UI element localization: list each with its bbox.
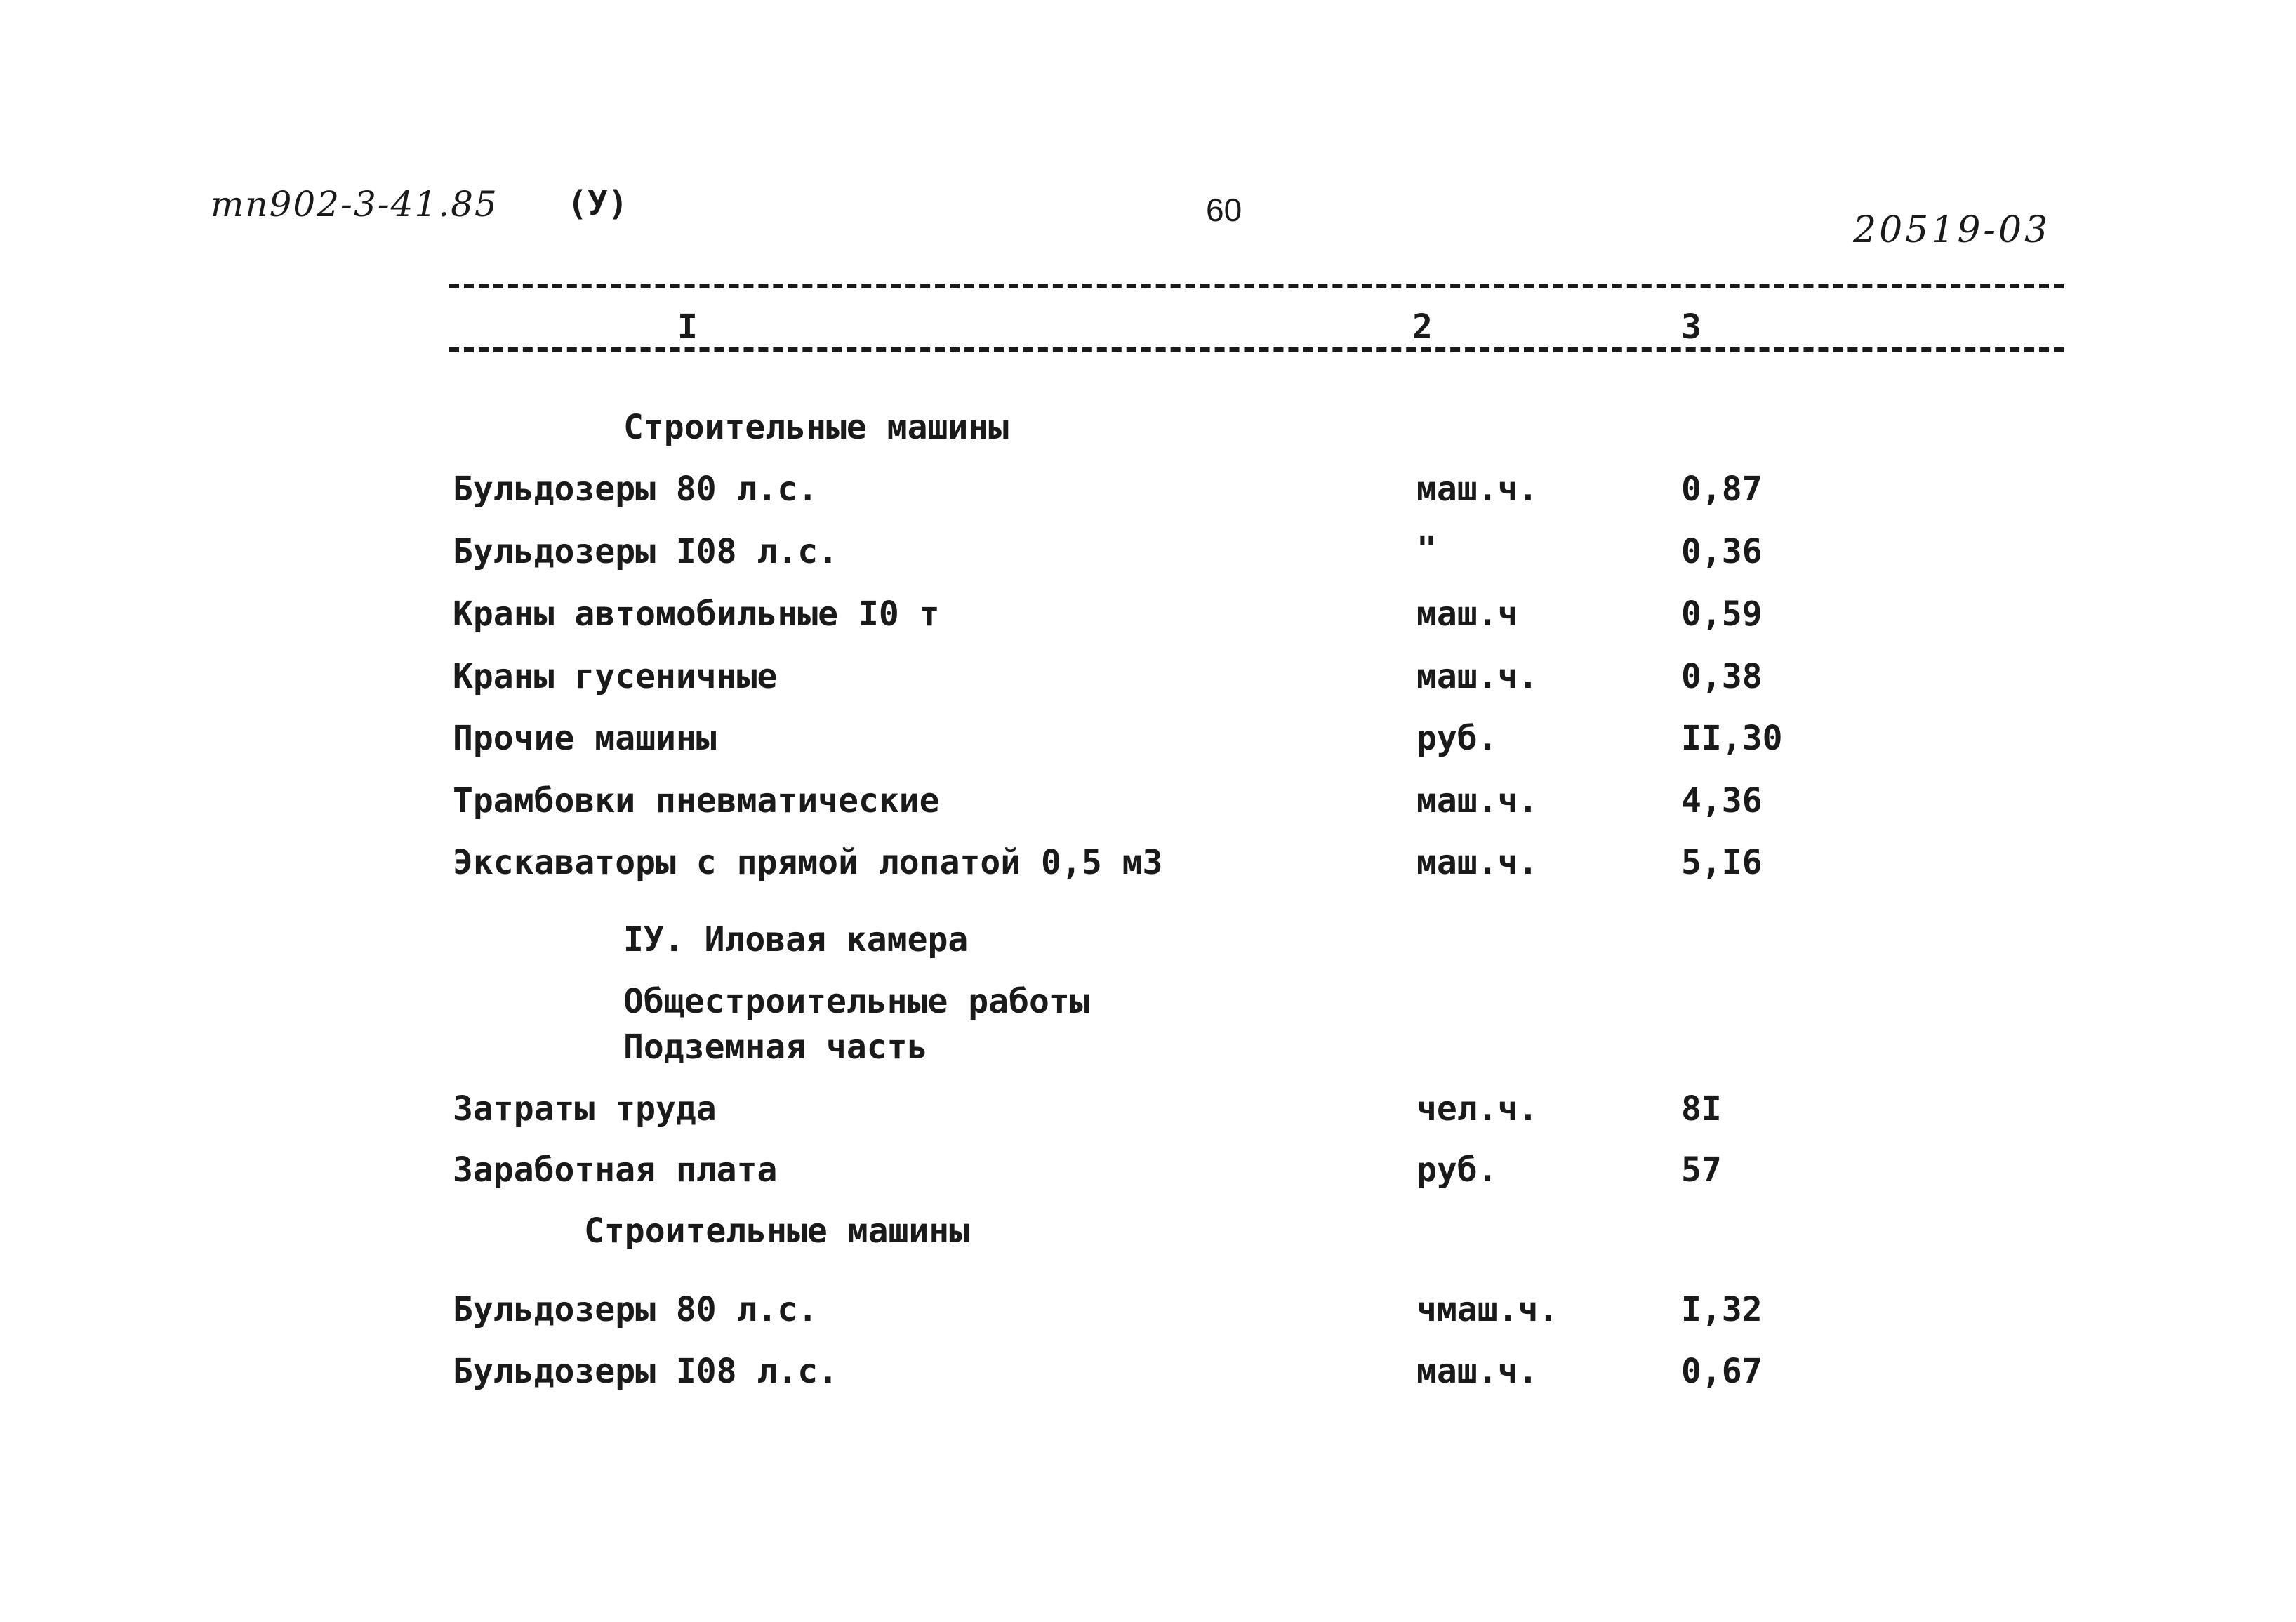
row-unit: маш.ч xyxy=(1416,594,1518,634)
row-value: 5,I6 xyxy=(1681,843,1763,882)
row-value: 0,36 xyxy=(1681,532,1763,571)
page-number: 60 xyxy=(1206,192,1242,228)
row-name: Краны гусеничные xyxy=(453,657,778,696)
row-unit: маш.ч. xyxy=(1416,657,1539,696)
row-name: Трамбовки пневматические xyxy=(453,781,940,820)
column-header-2: 2 xyxy=(1412,307,1433,347)
table-header-bottom-rule xyxy=(449,347,2064,352)
row-unit: маш.ч. xyxy=(1416,843,1539,882)
row-name: Бульдозеры I08 л.с. xyxy=(453,532,839,571)
row-value: 57 xyxy=(1681,1150,1722,1190)
row-value: 0,59 xyxy=(1681,594,1763,634)
row-value: 0,67 xyxy=(1681,1352,1763,1391)
column-header-1: I xyxy=(677,307,698,347)
section-heading: Строительные машины xyxy=(584,1211,970,1251)
row-value: 4,36 xyxy=(1681,781,1763,820)
table-header-top-rule xyxy=(449,284,2064,288)
row-name: Затраты труда xyxy=(453,1089,717,1129)
document-id: 20519-03 xyxy=(1853,209,2051,251)
row-unit: " xyxy=(1416,529,1437,569)
row-name: Экскаваторы с прямой лопатой 0,5 м3 xyxy=(453,843,1163,882)
row-unit: чел.ч. xyxy=(1416,1089,1539,1129)
row-name: Краны автомобильные I0 т xyxy=(453,594,940,634)
row-name: Бульдозеры I08 л.с. xyxy=(453,1352,839,1391)
row-name: Прочие машины xyxy=(453,719,717,758)
row-name: Бульдозеры 80 л.с. xyxy=(453,1290,818,1329)
row-unit: маш.ч. xyxy=(1416,1352,1539,1391)
row-unit: чмаш.ч. xyxy=(1416,1290,1559,1329)
row-unit: маш.ч. xyxy=(1416,781,1539,820)
row-unit: маш.ч. xyxy=(1416,470,1539,509)
section-subheading: Общестроительные работы xyxy=(623,982,1090,1021)
row-value: II,30 xyxy=(1681,719,1783,758)
row-name: Заработная плата xyxy=(453,1150,778,1190)
section-heading: IУ. Иловая камера xyxy=(623,920,969,959)
row-unit: руб. xyxy=(1416,1150,1498,1190)
row-value: 0,38 xyxy=(1681,657,1763,696)
document-code: тп902-3-41.85 xyxy=(211,184,498,225)
row-unit: руб. xyxy=(1416,719,1498,758)
row-value: I,32 xyxy=(1681,1290,1763,1329)
document-variant: (У) xyxy=(567,184,628,223)
row-name: Бульдозеры 80 л.с. xyxy=(453,470,818,509)
section-subheading: Подземная часть xyxy=(623,1028,928,1067)
row-value: 0,87 xyxy=(1681,470,1763,509)
row-value: 8I xyxy=(1681,1089,1722,1129)
section-heading: Строительные машины xyxy=(623,408,1009,447)
column-header-3: 3 xyxy=(1681,307,1701,347)
